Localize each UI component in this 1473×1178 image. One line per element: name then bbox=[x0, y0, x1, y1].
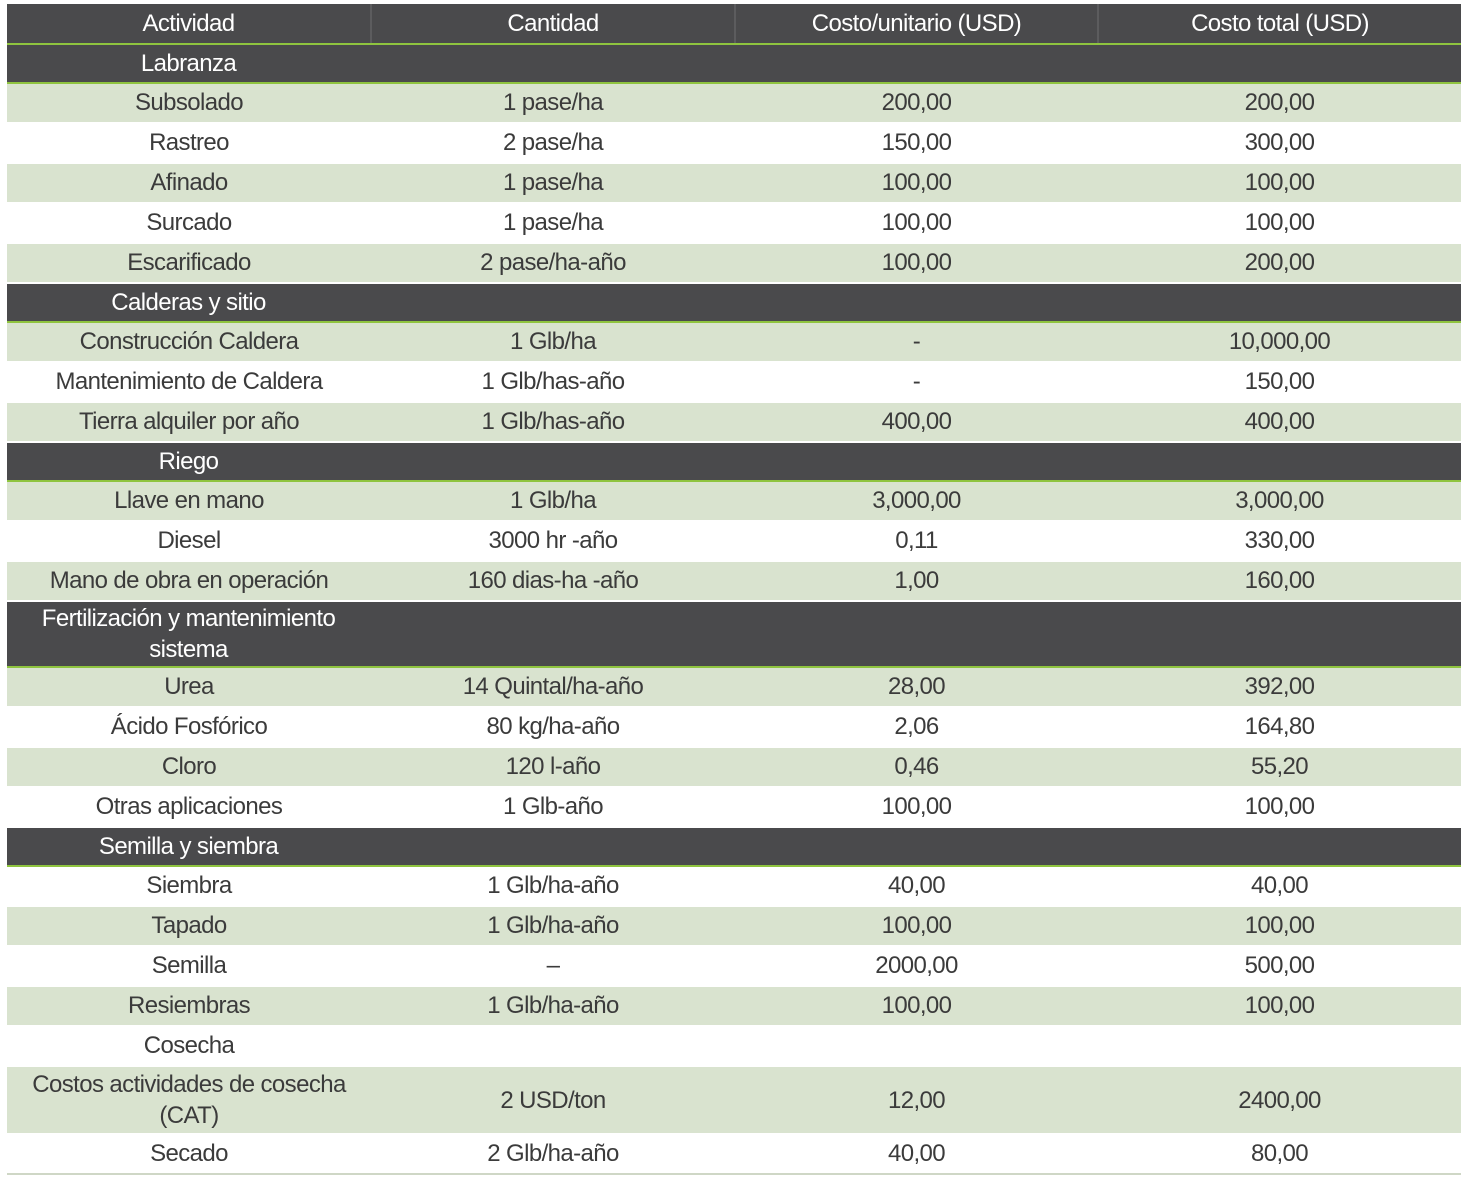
costo-total-cell: 40,00 bbox=[1098, 866, 1461, 906]
cantidad-cell: 120 l-año bbox=[371, 747, 735, 787]
costo-total-cell: 300,00 bbox=[1098, 123, 1461, 163]
cantidad-cell: 14 Quintal/ha-año bbox=[371, 667, 735, 707]
section-label: Labranza bbox=[7, 44, 371, 83]
section-label: Fertilización y mantenimiento sistema bbox=[7, 601, 371, 667]
section-empty-cell bbox=[1098, 283, 1461, 322]
actividad-cell: Surcado bbox=[7, 203, 371, 243]
costo-unitario-cell: 2000,00 bbox=[735, 946, 1098, 986]
section-empty-cell bbox=[735, 442, 1098, 481]
costo-unitario-cell: 100,00 bbox=[735, 163, 1098, 203]
costo-total-cell: 330,00 bbox=[1098, 521, 1461, 561]
costo-total-cell: 100,00 bbox=[1098, 787, 1461, 827]
cantidad-cell: 1 pase/ha bbox=[371, 203, 735, 243]
actividad-cell: Tapado bbox=[7, 906, 371, 946]
costo-unitario-cell: 200,00 bbox=[735, 83, 1098, 123]
costo-total-cell: 100,00 bbox=[1098, 163, 1461, 203]
actividad-cell: Tierra alquiler por año bbox=[7, 402, 371, 442]
costo-unitario-cell: 150,00 bbox=[735, 123, 1098, 163]
costo-unitario-cell: 40,00 bbox=[735, 866, 1098, 906]
costo-total-cell: 100,00 bbox=[1098, 203, 1461, 243]
cantidad-cell: 1 Glb/ha-año bbox=[371, 986, 735, 1026]
section-empty-cell bbox=[371, 601, 735, 667]
cantidad-cell: 1 Glb/ha bbox=[371, 322, 735, 362]
section-empty-cell bbox=[735, 601, 1098, 667]
section-empty-cell bbox=[371, 442, 735, 481]
costo-unitario-cell: 28,00 bbox=[735, 667, 1098, 707]
section-label: Semilla y siembra bbox=[7, 827, 371, 866]
cantidad-cell: 1 Glb/ha-año bbox=[371, 906, 735, 946]
actividad-cell: Otras aplicaciones bbox=[7, 787, 371, 827]
cantidad-cell bbox=[371, 1026, 735, 1066]
header-row bbox=[7, 4, 1461, 44]
costo-total-cell: 200,00 bbox=[1098, 83, 1461, 123]
table-row bbox=[7, 362, 1461, 402]
actividad-cell: Llave en mano bbox=[7, 481, 371, 521]
cantidad-cell: 2 Glb/ha-año bbox=[371, 1134, 735, 1174]
table-row bbox=[7, 667, 1461, 707]
table-row bbox=[7, 163, 1461, 203]
actividad-cell: Cloro bbox=[7, 747, 371, 787]
section-empty-cell bbox=[371, 827, 735, 866]
table-row bbox=[7, 322, 1461, 362]
table-row bbox=[7, 521, 1461, 561]
section-empty-cell bbox=[735, 44, 1098, 83]
section-header-row bbox=[7, 601, 1461, 667]
table-row bbox=[7, 946, 1461, 986]
costo-total-cell: 400,00 bbox=[1098, 402, 1461, 442]
table-row bbox=[7, 866, 1461, 906]
costo-total-cell: 500,00 bbox=[1098, 946, 1461, 986]
cantidad-cell: 160 dias-ha -año bbox=[371, 561, 735, 601]
costo-unitario-cell: - bbox=[735, 362, 1098, 402]
actividad-cell: Urea bbox=[7, 667, 371, 707]
actividad-cell: Secado bbox=[7, 1134, 371, 1174]
section-empty-cell bbox=[1098, 442, 1461, 481]
cantidad-cell: 3000 hr -año bbox=[371, 521, 735, 561]
column-header-costo-total: Costo total (USD) bbox=[1098, 4, 1461, 44]
column-header-actividad: Actividad bbox=[7, 4, 371, 44]
costo-total-cell bbox=[1098, 1026, 1461, 1066]
section-header-row bbox=[7, 283, 1461, 322]
actividad-cell: Ácido Fosfórico bbox=[7, 707, 371, 747]
actividad-cell: Resiembras bbox=[7, 986, 371, 1026]
cantidad-cell: 1 Glb/ha bbox=[371, 481, 735, 521]
costo-unitario-cell: 1,00 bbox=[735, 561, 1098, 601]
table-row bbox=[7, 123, 1461, 163]
section-empty-cell bbox=[735, 283, 1098, 322]
costo-unitario-cell: - bbox=[735, 322, 1098, 362]
costo-unitario-cell: 0,46 bbox=[735, 747, 1098, 787]
actividad-cell: Diesel bbox=[7, 521, 371, 561]
section-label: Riego bbox=[7, 442, 371, 481]
cantidad-cell: 1 Glb-año bbox=[371, 787, 735, 827]
table-row bbox=[7, 906, 1461, 946]
column-header-costo-unitario: Costo/unitario (USD) bbox=[735, 4, 1098, 44]
actividad-cell: Cosecha bbox=[7, 1026, 371, 1066]
costo-total-cell: 200,00 bbox=[1098, 243, 1461, 283]
costo-total-cell: 100,00 bbox=[1098, 906, 1461, 946]
costo-unitario-cell: 3,000,00 bbox=[735, 481, 1098, 521]
costo-unitario-cell: 12,00 bbox=[735, 1066, 1098, 1134]
section-empty-cell bbox=[371, 283, 735, 322]
costo-unitario-cell bbox=[735, 1026, 1098, 1066]
costo-total-cell: 80,00 bbox=[1098, 1134, 1461, 1174]
section-header-row bbox=[7, 827, 1461, 866]
section-header-row bbox=[7, 44, 1461, 83]
section-empty-cell bbox=[735, 827, 1098, 866]
costo-unitario-cell: 2,06 bbox=[735, 707, 1098, 747]
cost-table bbox=[7, 4, 1461, 1175]
table-row bbox=[7, 83, 1461, 123]
cantidad-cell: 1 pase/ha bbox=[371, 83, 735, 123]
section-header-row bbox=[7, 442, 1461, 481]
cantidad-cell: 1 Glb/ha-año bbox=[371, 866, 735, 906]
costo-unitario-cell: 0,11 bbox=[735, 521, 1098, 561]
cantidad-cell: – bbox=[371, 946, 735, 986]
table-row bbox=[7, 787, 1461, 827]
cantidad-cell: 2 pase/ha-año bbox=[371, 243, 735, 283]
cantidad-cell: 1 pase/ha bbox=[371, 163, 735, 203]
table-row bbox=[7, 747, 1461, 787]
section-empty-cell bbox=[371, 44, 735, 83]
costo-total-cell: 164,80 bbox=[1098, 707, 1461, 747]
table-row bbox=[7, 481, 1461, 521]
costo-total-cell: 3,000,00 bbox=[1098, 481, 1461, 521]
costo-unitario-cell: 40,00 bbox=[735, 1134, 1098, 1174]
table-row bbox=[7, 1134, 1461, 1174]
costo-total-cell: 150,00 bbox=[1098, 362, 1461, 402]
costo-total-cell: 10,000,00 bbox=[1098, 322, 1461, 362]
costo-total-cell: 2400,00 bbox=[1098, 1066, 1461, 1134]
cost-table-container bbox=[7, 4, 1461, 1175]
costo-unitario-cell: 100,00 bbox=[735, 906, 1098, 946]
actividad-cell: Semilla bbox=[7, 946, 371, 986]
column-header-cantidad: Cantidad bbox=[371, 4, 735, 44]
table-row bbox=[7, 203, 1461, 243]
cantidad-cell: 2 pase/ha bbox=[371, 123, 735, 163]
section-label: Calderas y sitio bbox=[7, 283, 371, 322]
actividad-cell: Mantenimiento de Caldera bbox=[7, 362, 371, 402]
costo-unitario-cell: 100,00 bbox=[735, 787, 1098, 827]
costo-total-cell: 160,00 bbox=[1098, 561, 1461, 601]
table-header bbox=[7, 4, 1461, 44]
actividad-cell: Siembra bbox=[7, 866, 371, 906]
actividad-cell: Escarificado bbox=[7, 243, 371, 283]
table-row bbox=[7, 1026, 1461, 1066]
actividad-cell: Subsolado bbox=[7, 83, 371, 123]
cantidad-cell: 80 kg/ha-año bbox=[371, 707, 735, 747]
table-row bbox=[7, 561, 1461, 601]
costo-unitario-cell: 400,00 bbox=[735, 402, 1098, 442]
table-row bbox=[7, 1066, 1461, 1134]
costo-total-cell: 55,20 bbox=[1098, 747, 1461, 787]
section-empty-cell bbox=[1098, 601, 1461, 667]
costo-unitario-cell: 100,00 bbox=[735, 986, 1098, 1026]
cantidad-cell: 1 Glb/has-año bbox=[371, 362, 735, 402]
costo-unitario-cell: 100,00 bbox=[735, 243, 1098, 283]
actividad-cell: Mano de obra en operación bbox=[7, 561, 371, 601]
costo-unitario-cell: 100,00 bbox=[735, 203, 1098, 243]
section-empty-cell bbox=[1098, 44, 1461, 83]
table-body bbox=[7, 44, 1461, 1174]
table-row bbox=[7, 707, 1461, 747]
table-row bbox=[7, 243, 1461, 283]
actividad-cell: Afinado bbox=[7, 163, 371, 203]
table-row bbox=[7, 402, 1461, 442]
section-empty-cell bbox=[1098, 827, 1461, 866]
actividad-cell: Rastreo bbox=[7, 123, 371, 163]
table-row bbox=[7, 986, 1461, 1026]
actividad-cell: Construcción Caldera bbox=[7, 322, 371, 362]
costo-total-cell: 100,00 bbox=[1098, 986, 1461, 1026]
cantidad-cell: 1 Glb/has-año bbox=[371, 402, 735, 442]
cantidad-cell: 2 USD/ton bbox=[371, 1066, 735, 1134]
actividad-cell: Costos actividades de cosecha (CAT) bbox=[7, 1066, 371, 1134]
costo-total-cell: 392,00 bbox=[1098, 667, 1461, 707]
